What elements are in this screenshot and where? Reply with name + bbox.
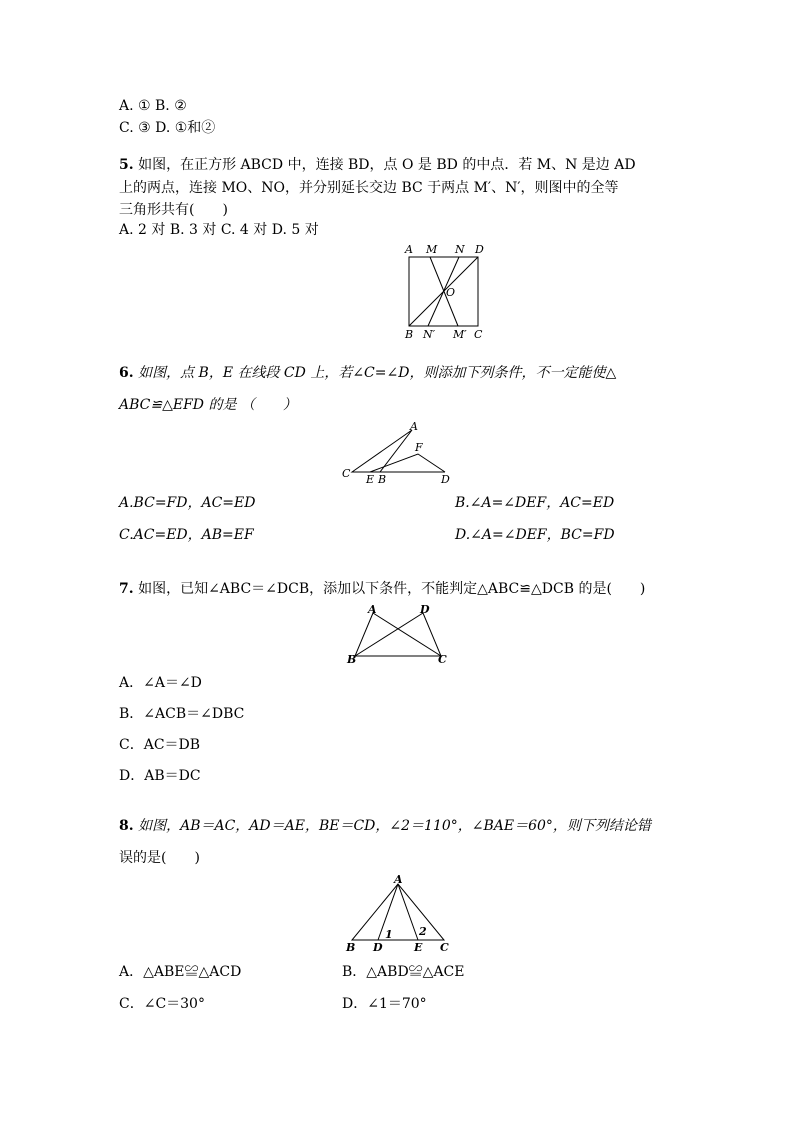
q8-label-c: C xyxy=(440,941,449,954)
q8-text-line1 xyxy=(119,816,651,836)
q8-number: 8. xyxy=(119,818,134,834)
q5-text-line1 xyxy=(119,155,636,175)
q7-line: 如图，已知∠ABC＝∠DCB，添加以下条件，不能判定△ABC≌△DCB 的是( ) xyxy=(138,581,646,597)
q8-text-line2: 误的是( ) xyxy=(119,850,200,866)
q6-label-a: A xyxy=(410,420,418,433)
q7-label-b: B xyxy=(347,653,357,666)
q8-triangle-abc xyxy=(352,884,444,940)
q7-option-d: D．AB＝DC xyxy=(119,768,201,784)
q7-label-a: A xyxy=(368,603,377,616)
q8-label-a: A xyxy=(394,873,403,886)
q6-label-f: F xyxy=(415,441,423,454)
q5-text-line2: 上的两点，连接 MO、NO，并分别延长交边 BC 于两点 M′、N′，则图中的全等 xyxy=(119,180,619,196)
q8-option-b: B．△ABD≌△ACE xyxy=(342,964,465,980)
q6-option-c: C.AC=ED，AB=EF xyxy=(119,527,254,543)
q6-label-e: E xyxy=(366,473,375,486)
q5-label-n-prime: N′ xyxy=(423,328,436,341)
q5-label-c: C xyxy=(474,328,483,341)
q6-figure xyxy=(340,420,460,490)
q7-option-b: B．∠ACB＝∠DBC xyxy=(119,706,245,722)
q7-label-c: C xyxy=(438,653,447,666)
q6-triangle-abc xyxy=(352,430,412,472)
q6-label-d: D xyxy=(441,473,450,486)
q6-option-d: D.∠A=∠DEF，BC=FD xyxy=(455,527,615,543)
q6-number: 6. xyxy=(119,365,134,381)
q8-option-a: A．△ABE≌△ACD xyxy=(119,964,242,980)
q6-option-b: B.∠A=∠DEF，AC=ED xyxy=(455,495,615,511)
q7-label-d: D xyxy=(420,603,430,616)
q7-option-a: A．∠A＝∠D xyxy=(119,675,202,691)
q4-options-line2: C. ③ D. ①和② xyxy=(119,120,216,136)
q8-figure xyxy=(340,872,455,957)
q5-label-o: O xyxy=(446,286,456,299)
q8-label-d: D xyxy=(373,941,383,954)
q7-number: 7. xyxy=(119,581,134,597)
q5-label-b: B xyxy=(405,328,414,341)
q8-label-angle-2: 2 xyxy=(419,925,427,938)
q8-label-b: B xyxy=(346,941,356,954)
q5-label-m-prime: M′ xyxy=(453,328,467,341)
q7-side-ab xyxy=(355,613,441,656)
q6-option-a: A.BC=FD，AC=ED xyxy=(119,495,256,511)
q6-text-line2: ABC≌△EFD 的是 （ ） xyxy=(119,397,297,413)
q5-label-a: A xyxy=(405,243,413,256)
q7-diagonal-db xyxy=(355,613,423,656)
q5-label-d: D xyxy=(475,243,484,256)
q6-text-line1 xyxy=(119,363,616,383)
q6-triangle-efd xyxy=(370,454,445,472)
q8-line1: 如图，AB＝AC，AD＝AE，BE＝CD，∠2＝110°，∠BAE＝60°，则下列结论错 xyxy=(138,818,651,834)
q8-option-d: D．∠1＝70° xyxy=(342,996,427,1012)
q5-options: A. 2 对 B. 3 对 C. 4 对 D. 5 对 xyxy=(119,222,319,238)
q6-label-b: B xyxy=(378,473,387,486)
q7-text xyxy=(119,579,645,599)
q8-label-angle-1: 1 xyxy=(385,928,393,941)
q8-label-e: E xyxy=(414,941,423,954)
q6-line1: 如图，点 B，E 在线段 CD 上，若∠C=∠D，则添加下列条件，不一定能使△ xyxy=(138,365,617,381)
q5-label-n: N xyxy=(455,243,465,256)
q5-text-line3: 三角形共有( ) xyxy=(119,202,228,218)
q4-options-line1: A. ① B. ② xyxy=(119,98,187,114)
q8-segment-ae xyxy=(398,884,418,940)
q5-figure xyxy=(400,242,490,342)
q5-label-m: M xyxy=(426,243,438,256)
q7-diagonal-ac xyxy=(373,613,441,656)
q5-number: 5. xyxy=(119,157,134,173)
q8-option-c: C．∠C＝30° xyxy=(119,996,205,1012)
q7-option-c: C．AC＝DB xyxy=(119,737,201,753)
q7-figure xyxy=(343,603,453,668)
q5-line1: 如图，在正方形 ABCD 中，连接 BD，点 O 是 BD 的中点．若 M、N 是边 AD xyxy=(138,157,636,173)
q6-label-c: C xyxy=(342,467,351,480)
